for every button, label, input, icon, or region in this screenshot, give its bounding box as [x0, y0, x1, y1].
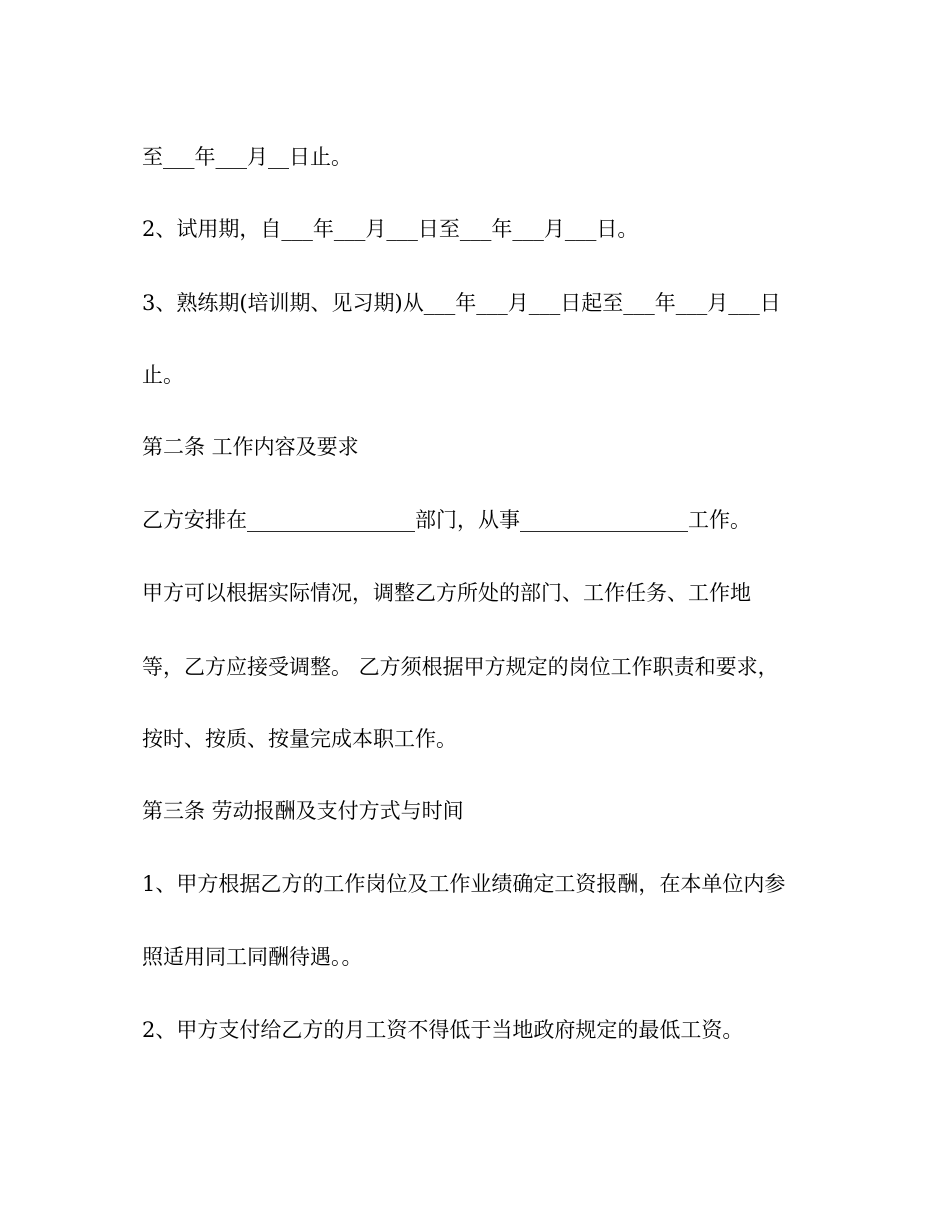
text-line-salary-2: 2、甲方支付给乙方的月工资不得低于当地政府规定的最低工资。: [142, 1018, 744, 1042]
text-line-training-period: 3、熟练期(培训期、见习期)从___年___月___日起至___年___月___日: [142, 291, 781, 315]
text-line-contract-period-end: 至___年___月__日止。: [142, 145, 352, 169]
text-line-adjustment-2: 等，乙方应接受调整。 乙方须根据甲方规定的岗位工作职责和要求，: [142, 655, 779, 679]
section-heading-article-3: 第三条 劳动报酬及支付方式与时间: [142, 799, 464, 823]
text-line-salary-1: 1、甲方根据乙方的工作岗位及工作业绩确定工资报酬，在本单位内参: [142, 872, 786, 896]
text-line-salary-1-cont: 照适用同工同酬待遇。。: [142, 945, 363, 969]
text-line-adjustment-3: 按时、按质、按量完成本职工作。: [142, 727, 457, 751]
text-line-department-assignment: 乙方安排在________________部门，从事________________工作。: [142, 508, 751, 532]
section-heading-article-2: 第二条 工作内容及要求: [142, 435, 359, 459]
text-line-adjustment-1: 甲方可以根据实际情况，调整乙方所处的部门、工作任务、工作地: [142, 581, 751, 605]
text-line-probation-period: 2、试用期，自___年___月___日至___年___月___日。: [142, 217, 639, 241]
text-line-training-period-end: 止。: [142, 363, 184, 387]
